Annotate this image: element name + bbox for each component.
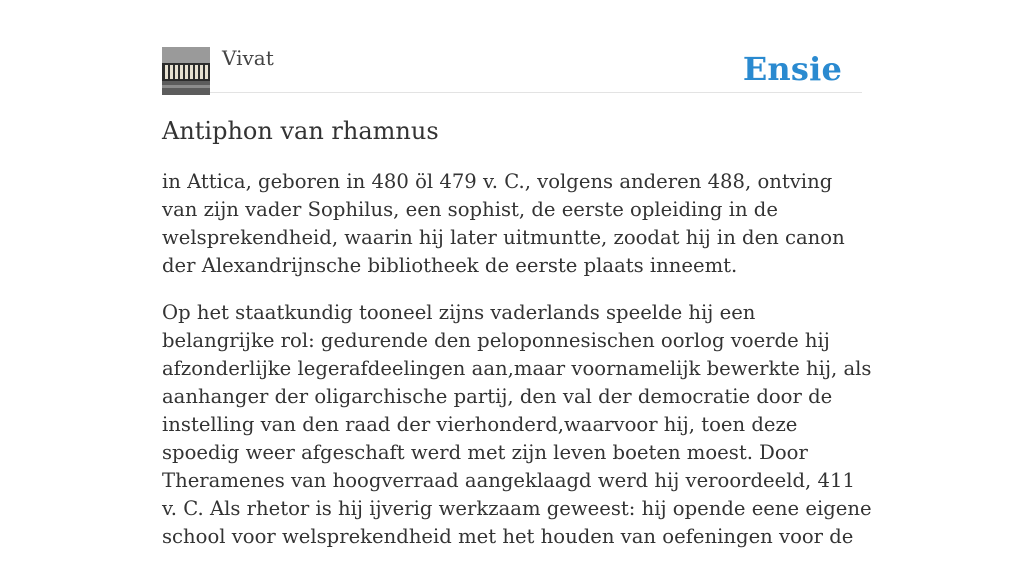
article-body bbox=[162, 168, 872, 570]
paragraph: in Attica, geboren in 480 öl 479 v. C., volgens anderen 488, ontving van zijn vader Sophilus, een sophist, de eerste opleiding in de welsprekendheid, waarin hij later uitmuntte, zoodat hij in den canon der Alexandrijnsche bibliotheek de eerste plaats inneemt. bbox=[162, 170, 845, 277]
avatar-books-image bbox=[162, 47, 210, 95]
ensie-logo[interactable]: Ensie bbox=[742, 50, 842, 88]
header bbox=[162, 0, 862, 93]
avatar[interactable] bbox=[162, 47, 210, 95]
author-name[interactable]: Vivat bbox=[222, 46, 274, 70]
page-title: Antiphon van rhamnus bbox=[162, 117, 439, 145]
paragraph: Op het staatkundig tooneel zijns vaderlands speelde hij een belangrijke rol: gedurende den peloponnesischen oorlog voerde hij afzonderlijke legerafdeelingen aan,maar voornamelijk bewerkte hij, als aanhanger der oligarchische partij, den val der democratie door de instelling van den raad der vierhonderd,waarvoor hij, toen deze spoedig weer afgeschaft werd met zijn leven boeten moest. Door Theramenes van hoogverraad aangeklaagd werd hij veroordeeld, 411 v. C. Als rhetor is hij ijverig werkzaam geweest: hij opende eene eigene school voor welsprekendheid met het houden van oefeningen voor de bbox=[162, 301, 872, 548]
article-page bbox=[162, 0, 872, 548]
